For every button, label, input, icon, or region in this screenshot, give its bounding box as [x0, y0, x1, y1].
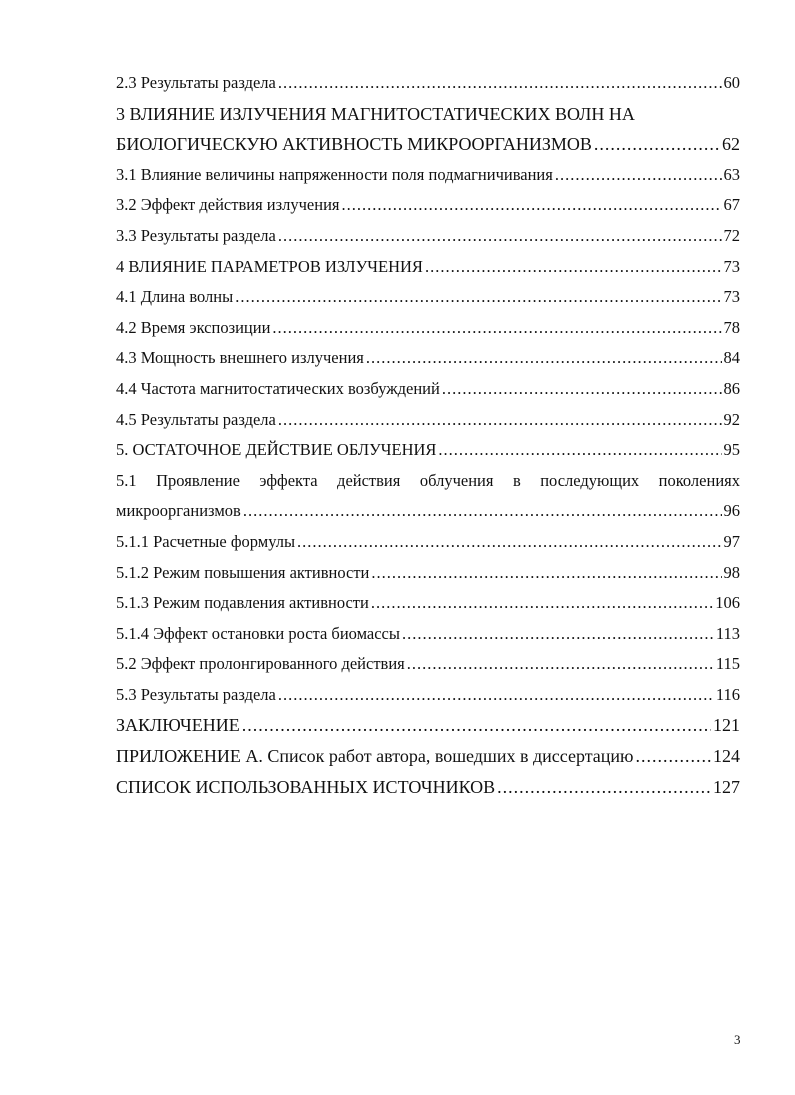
toc-entry — [116, 343, 740, 374]
toc-entry-page: 78 — [723, 317, 740, 337]
toc-entry-page: 124 — [713, 746, 740, 767]
toc-entry-page: 97 — [723, 531, 740, 551]
toc-entry-title: 5. ОСТАТОЧНОЕ ДЕЙСТВИЕ ОБЛУЧЕНИЯ — [116, 440, 437, 460]
toc-entry-title: 5.1.4 Эффект остановки роста биомассы — [116, 623, 400, 643]
toc-entry-page: 86 — [723, 378, 740, 398]
toc-entry-title: 4.4 Частота магнитостатических возбуждений — [116, 378, 440, 398]
toc-entry — [116, 588, 740, 619]
toc-entry — [116, 772, 740, 803]
toc-entry — [116, 68, 740, 99]
toc-entry — [116, 405, 740, 436]
toc-entry — [116, 374, 740, 405]
toc-entry-page: 96 — [723, 501, 740, 521]
toc-entry-title: 3.2 Эффект действия излучения — [116, 195, 340, 215]
toc-entry-title: 3.1 Влияние величины напряженности поля подмагничивания — [116, 164, 553, 184]
dot-leader — [297, 527, 721, 558]
dot-leader — [636, 741, 712, 772]
dot-leader — [278, 680, 714, 711]
dot-leader — [342, 190, 722, 221]
toc-entry-title: 5.1.1 Расчетные формулы — [116, 531, 296, 551]
page-number: 3 — [734, 1032, 741, 1047]
toc-entry-page: 115 — [715, 654, 740, 674]
toc-entry-title: 5.1 Проявление эффекта действия облучения в последующих поколениях — [116, 470, 740, 490]
toc-entry — [116, 435, 740, 466]
toc-entry-page: 73 — [723, 287, 740, 307]
toc-entry-page: 62 — [722, 134, 740, 155]
toc-entry — [116, 129, 740, 160]
toc-entry-title: 4 ВЛИЯНИЕ ПАРАМЕТРОВ ИЗЛУЧЕНИЯ — [116, 256, 423, 276]
toc-entry-title: 3.3 Результаты раздела — [116, 225, 276, 245]
toc-entry — [116, 527, 740, 558]
dot-leader — [278, 68, 722, 99]
dot-leader — [497, 772, 711, 803]
toc-entry-title: 4.2 Время экспозиции — [116, 317, 271, 337]
toc-entry-title: 5.1.2 Режим повышения активности — [116, 562, 370, 582]
dot-leader — [442, 374, 722, 405]
toc-entry-title: 4.3 Мощность внешнего излучения — [116, 348, 364, 368]
toc-entry-page: 73 — [723, 256, 740, 276]
dot-leader — [407, 649, 714, 680]
toc-entry-page: 127 — [713, 776, 740, 797]
table-of-contents — [116, 68, 740, 802]
toc-entry — [116, 190, 740, 221]
toc-entry — [116, 252, 740, 283]
toc-entry-page: 113 — [715, 623, 740, 643]
toc-entry — [116, 221, 740, 252]
toc-entry — [116, 558, 740, 589]
toc-entry-page: 67 — [723, 195, 740, 215]
toc-entry-title: 5.1.3 Режим подавления активности — [116, 593, 369, 613]
toc-entry-title: 2.3 Результаты раздела — [116, 73, 276, 92]
toc-entry-title: микроорганизмов — [116, 501, 241, 521]
dot-leader — [402, 619, 714, 650]
toc-entry-page: 60 — [723, 73, 740, 92]
dot-leader — [425, 252, 722, 283]
dot-leader — [242, 710, 711, 741]
dot-leader — [278, 405, 722, 436]
toc-entry-page: 116 — [715, 684, 740, 704]
toc-entry — [116, 649, 740, 680]
toc-entry-title: 3 ВЛИЯНИЕ ИЗЛУЧЕНИЯ МАГНИТОСТАТИЧЕСКИХ ВОЛН НА — [116, 103, 635, 124]
toc-entry-page: 92 — [723, 409, 740, 429]
toc-entry-page: 106 — [715, 593, 740, 613]
toc-entry — [116, 710, 740, 741]
toc-entry-page: 84 — [723, 348, 740, 368]
toc-entry-title: БИОЛОГИЧЕСКУЮ АКТИВНОСТЬ МИКРООРГАНИЗМОВ — [116, 134, 592, 155]
dot-leader — [371, 588, 713, 619]
toc-entry — [116, 282, 740, 313]
toc-entry-title: ПРИЛОЖЕНИЕ А. Список работ автора, вошедших в диссертацию — [116, 746, 634, 767]
toc-entry — [116, 741, 740, 772]
toc-entry-title: 4.5 Результаты раздела — [116, 409, 276, 429]
dot-leader — [594, 129, 720, 160]
dot-leader — [366, 343, 722, 374]
toc-entry — [116, 619, 740, 650]
toc-entry-page: 63 — [723, 164, 740, 184]
toc-entry-page: 72 — [723, 225, 740, 245]
toc-entry — [116, 313, 740, 344]
toc-entry-page: 98 — [723, 562, 740, 582]
toc-entry-title: ЗАКЛЮЧЕНИЕ — [116, 715, 240, 736]
toc-entry — [116, 680, 740, 711]
dot-leader — [243, 496, 722, 527]
toc-entry-title: 5.3 Результаты раздела — [116, 684, 276, 704]
dot-leader — [438, 435, 721, 466]
dot-leader — [278, 221, 722, 252]
toc-entry-title: 4.1 Длина волны — [116, 287, 234, 307]
toc-entry-title: 5.2 Эффект пролонгированного действия — [116, 654, 405, 674]
toc-entry — [116, 160, 740, 191]
toc-entry-page: 121 — [713, 715, 740, 736]
toc-entry-page: 95 — [723, 440, 740, 460]
toc-entry — [116, 496, 740, 527]
dot-leader — [371, 558, 721, 589]
dot-leader — [272, 313, 721, 344]
dot-leader — [235, 282, 721, 313]
dot-leader — [555, 160, 722, 191]
toc-entry-title: СПИСОК ИСПОЛЬЗОВАННЫХ ИСТОЧНИКОВ — [116, 776, 496, 797]
